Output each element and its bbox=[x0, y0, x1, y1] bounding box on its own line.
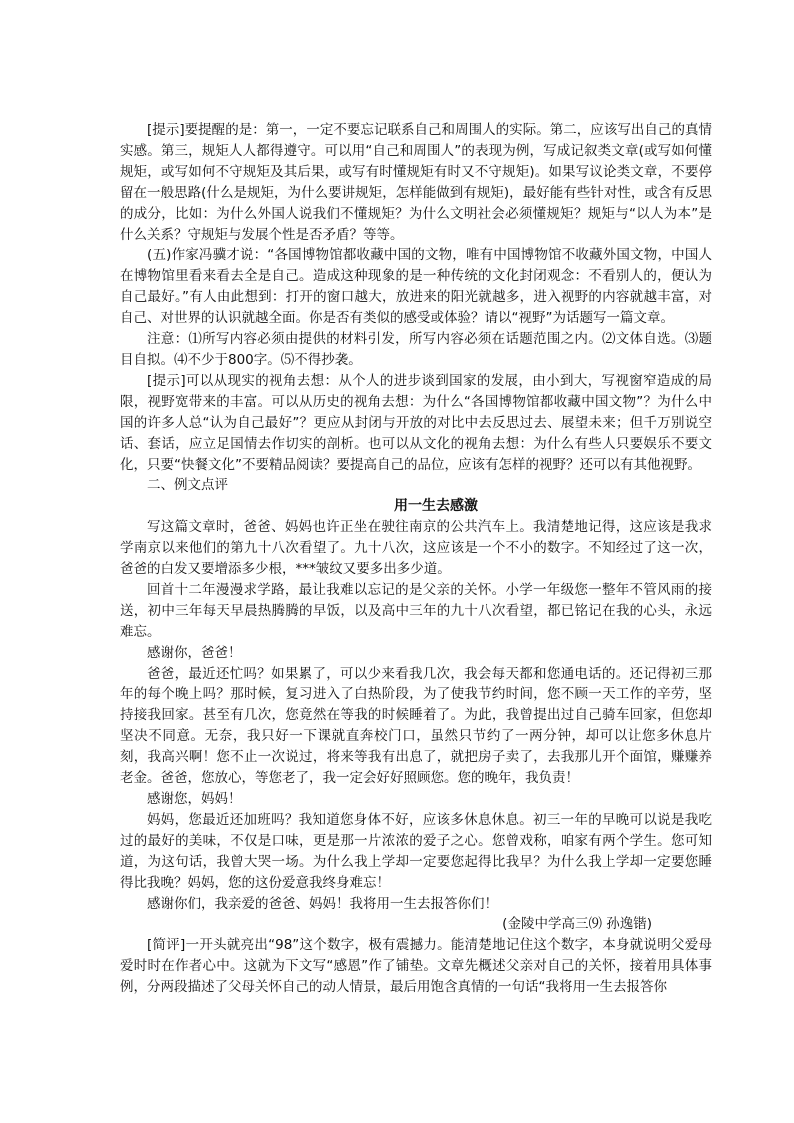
essay-paragraph: 爸爸，最近还忙吗？如果累了，可以少来看我几次，我会每天都和您通电话的。还记得初三那年的每个晚上吗？那时候，复习进入了白热阶段，为了使我节约时间，您不顾一天工作的辛劳，坚持接我回家。甚至有几次，您竟然在等我的时候睡着了。为此，我曾提出过自己骑车回家，但您却坚决不同意。无奈，我只好一下课就直奔校门口，虽然只节约了一两分钟，却可以让您多休息片刻，我高兴啊！您不止一次说过，将来等我有出息了，就把房子卖了，去我那儿开个面馆，赚赚养老金。爸爸，您放心，等您老了，我一定会好好照顾您。您的晚年，我负责！ bbox=[120, 665, 712, 787]
tip-paragraph: [提示]要提醒的是：第一，一定不要忘记联系自己和周围人的实际。第二，应该写出自己的真情实感。第三，规矩人人都得遵守。可以用“自己和周围人”的表现为例，写成记叙类文章(或写如何懂规矩，或写如何不守规矩及其后果，或写有时懂规矩有时又不守规矩)。如果写议论类文章，不要停留在一般思路(什么是规矩，为什么要讲规矩，怎样能做到有规矩)，最好能有些针对性，或含有反思的成分，比如：为什么外国人说我们不懂规矩？为什么文明社会必须懂规矩？规矩与“以人为本”是什么关系？守规矩与发展个性是否矛盾？等等。 bbox=[120, 122, 712, 243]
tip-paragraph: [提示]可以从现实的视角去想：从个人的进步谈到国家的发展，由小到大，写视窗窄造成的局限，视野宽带来的丰富。可以从历史的视角去想：为什么“各国博物馆都收藏中国文物”？为什么中国的许多人总“认为自己最好”？更应从封闭与开放的对比中去反思过去、展望未来；但千万别说空话、套话，应立足国情去作切实的剖析。也可以从文化的视角去想：为什么有些人只要娱乐不要文化，只要“快餐文化”不要精品阅读？要提高自己的品位，应该有怎样的视野？还可以有其他视野。 bbox=[120, 372, 712, 473]
essay-title: 用一生去感激 bbox=[394, 498, 478, 515]
comment-paragraph: [简评]一开头就亮出“98”这个数字，极有震撼力。能清楚地记住这个数字，本身就说明父爱母爱时时在作者心中。这就为下文写“感恩”作了铺垫。文章先概述父亲对自己的关怀，接着用具体事例，分两段描述了父母关怀自己的动人情景，最后用饱含真情的一句话“我将用一生去报答你 bbox=[120, 937, 712, 996]
notice-paragraph: 注意：⑴所写内容必须由提供的材料引发，所写内容必须在话题范围之内。⑵文体自选。⑶题目自拟。⑷不少于800字。⑸不得抄袭。 bbox=[120, 331, 712, 368]
essay-paragraph: 感谢你，爸爸！ bbox=[147, 644, 242, 661]
essay-paragraph: 妈妈，您最近还加班吗？我知道您身体不好，应该多休息休息。初三一年的早晚可以说是我吃过的最好的美味，不仅是口味，更是那一片浓浓的爱子之心。您曾戏称，咱家有两个学生。您可知道，为这句话，我曾大哭一场。为什么我上学却一定要您起得比我早？为什么我上学却一定要您睡得比我晚？妈妈，您的这份爱意我终身难忘！ bbox=[120, 811, 712, 891]
essay-paragraph: 写这篇文章时，爸爸、妈妈也许正坐在驶往南京的公共汽车上。我清楚地记得，这应该是我求学南京以来他们的第九十八次看望了。九十八次，这应该是一个不小的数字。不知经过了这一次，爸爸的白发又要增添多少根，***皱纹又要多出多少道。 bbox=[120, 519, 712, 578]
essay-paragraph: 感谢你们，我亲爱的爸爸、妈妈！我将用一生去报答你们！ bbox=[147, 895, 498, 912]
section-heading: 二、例文点评 bbox=[147, 477, 228, 494]
author-signature: (金陵中学高三⑼ 孙逸锴) bbox=[502, 916, 652, 933]
essay-paragraph: 感谢您，妈妈！ bbox=[147, 791, 242, 807]
essay-paragraph: 回首十二年漫漫求学路，最让我难以忘记的是父亲的关怀。小学一年级您一整年不管风雨的接送，初中三年每天早晨热腾腾的早饭，以及高中三年的九十八次看望，都已铭记在我的心头，永远难忘。 bbox=[120, 581, 712, 640]
writing-prompt: (五)作家冯骥才说：“各国博物馆都收藏中国的文物，唯有中国博物馆不收藏外国文物，中国人在博物馆里看来看去全是自己。造成这种现象的是一种传统的文化封闭观念：不看别人的，便认为自己最好。”有人由此想到：打开的窗口越大，放进来的阳光就越多，进入视野的内容就越丰富，对自己、对世界的认识就越全面。你是否有类似的感受或体验？请以“视野”为话题写一篇文章。 bbox=[120, 247, 712, 327]
document-page bbox=[120, 120, 712, 998]
